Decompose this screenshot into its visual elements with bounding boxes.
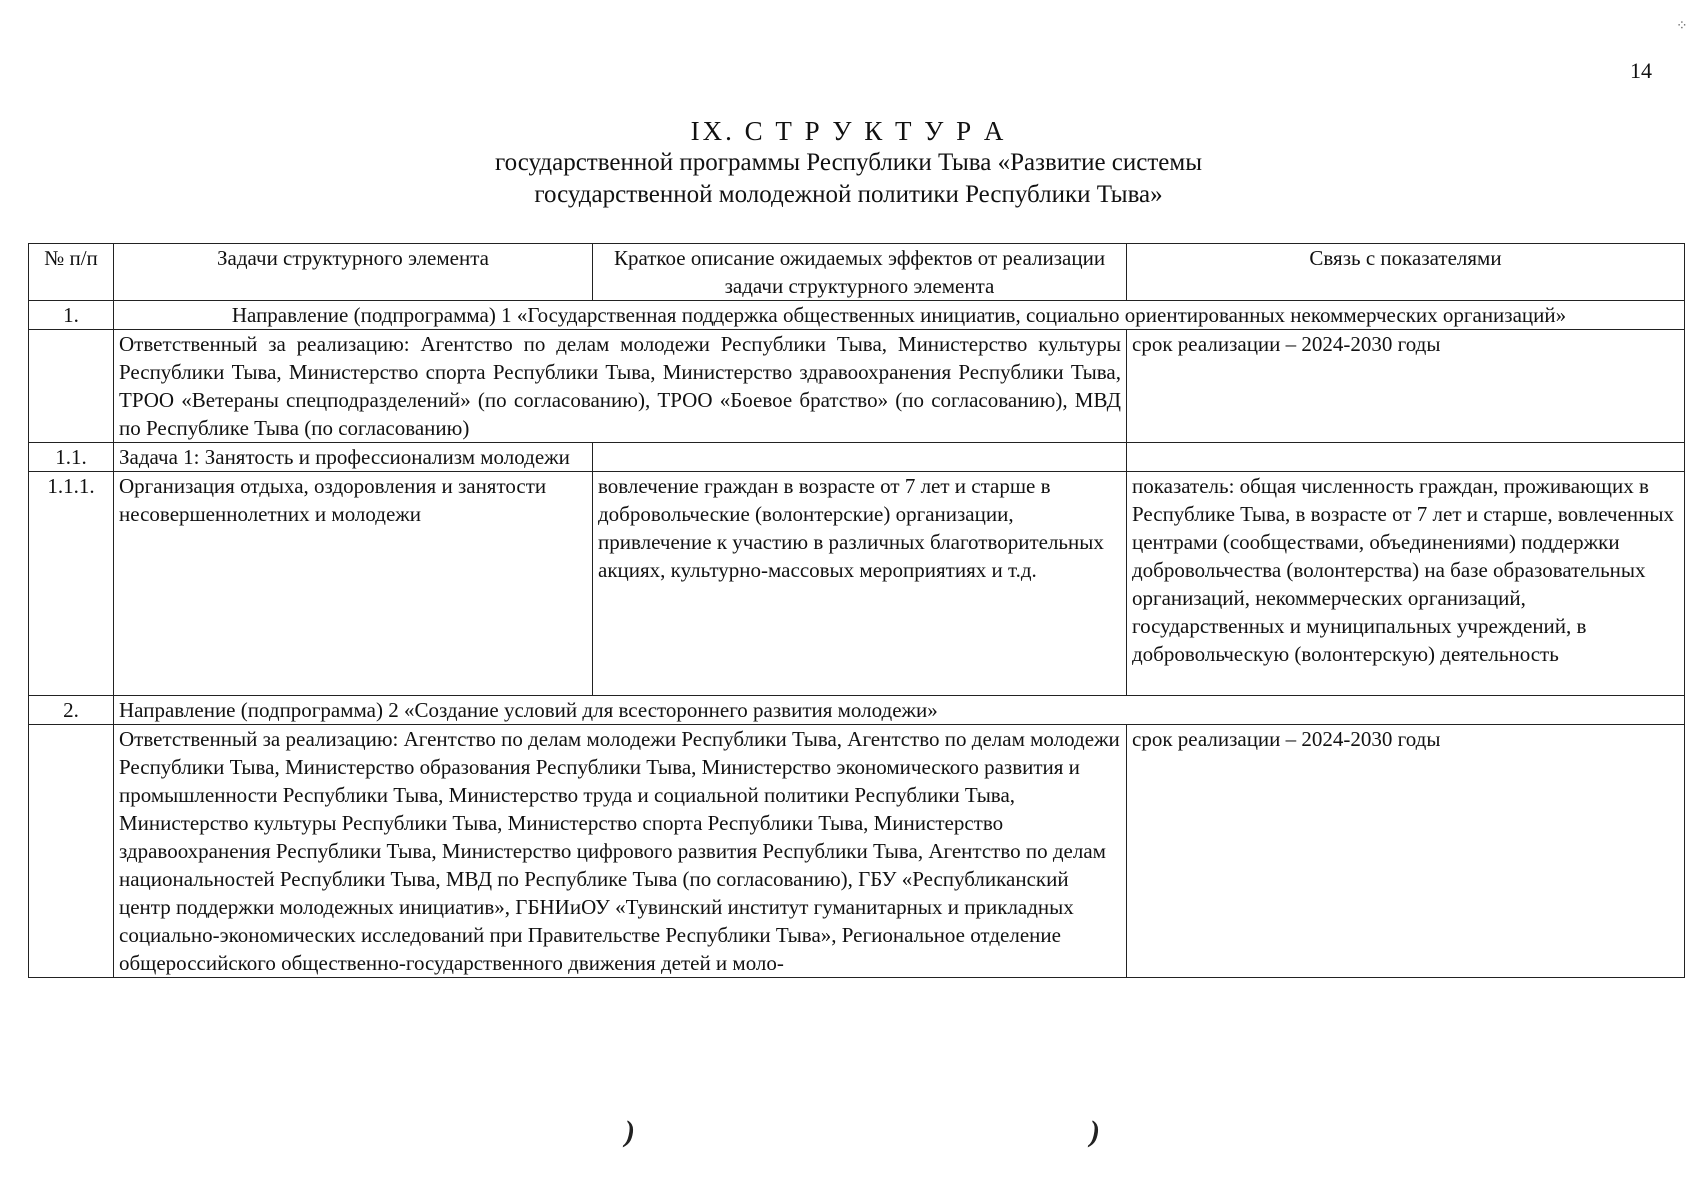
effect-empty (593, 443, 1127, 472)
task-text: Организация отдыха, оздоровления и занятости несовершеннолетних и молодежи (114, 472, 593, 696)
responsible-text: Ответственный за реализацию: Агентство по делам молодежи Республики Тыва, Министерство культуры Республики Тыва, Министерство спорта Республики Тыва, Министерство здравоохранения Республики Тыва, ТРОО «Ветераны спецподразделений» (по согласованию), ТРОО «Боевое братство» (по согласованию), МВД по Республике Тыва (по согласованию) (114, 330, 1127, 443)
page-number: 14 (1630, 58, 1652, 83)
responsible-text: Ответственный за реализацию: Агентство по делам молодежи Республики Тыва, Агентство по делам молодежи Республики Тыва, Министерство образования Республики Тыва, Министерство экономического развития и промышленности Республики Тыва, Министерство труда и социальной политики Республики Тыва, Министерство культуры Республики Тыва, Министерство спорта Республики Тыва, Министерство здравоохранения Республики Тыва, Министерство цифрового развития Республики Тыва, Агентство по делам национальностей Республики Тыва, МВД по Республике Тыва (по согласованию), ГБУ «Республиканский центр поддержки молодежных инициатив», ГБНИиОУ «Тувинский институт гуманитарных и прикладных социально-экономических исследований при Правительстве Республики Тыва», Региональное отделение общероссийского общественно-государственного движения детей и моло- (114, 725, 1127, 978)
scan-mark-right: ) (1090, 1115, 1100, 1148)
term-text: срок реализации – 2024-2030 годы (1127, 330, 1685, 443)
scan-mark-left: ) (625, 1115, 635, 1148)
title-line-1: IX. С Т Р У К Т У Р А (690, 116, 1007, 146)
indicator-empty (1127, 443, 1685, 472)
row-num: 1.1. (29, 443, 114, 472)
table-header-row (29, 244, 1685, 301)
table-row-direction-1 (29, 301, 1685, 330)
header-num: № п/п (29, 244, 114, 301)
scan-corner-mark: ⁘ (1676, 19, 1688, 34)
row-num: 1.1.1. (29, 472, 114, 696)
row-num: 1. (29, 301, 114, 330)
structure-table (28, 243, 1685, 978)
title-line-2: государственной программы Республики Тыва «Развитие системы (494, 149, 1203, 176)
table-row-responsible-2 (29, 725, 1685, 978)
header-effects: Краткое описание ожидаемых эффектов от реализации задачи структурного элемента (593, 244, 1127, 301)
title-line-3: государственной молодежной политики Республики Тыва» (534, 181, 1163, 208)
header-task: Задачи структурного элемента (114, 244, 593, 301)
table-row-direction-2 (29, 696, 1685, 725)
effect-text: вовлечение граждан в возрасте от 7 лет и старше в добровольческие (волонтерские) организации, привлечение к участию в различных благотворительных акциях, культурно-массовых мероприятиях и т.д. (593, 472, 1127, 696)
table-row-item-1-1-1 (29, 472, 1685, 696)
row-num-empty (29, 330, 114, 443)
task-text: Задача 1: Занятость и профессионализм молодежи (114, 443, 593, 472)
document-title (0, 115, 1697, 211)
table-row-responsible-1 (29, 330, 1685, 443)
row-num-empty (29, 725, 114, 978)
term-text: срок реализации – 2024-2030 годы (1127, 725, 1685, 978)
direction-title: Направление (подпрограмма) 2 «Создание условий для всестороннего развития молодежи» (114, 696, 1685, 725)
indicator-text: показатель: общая численность граждан, проживающих в Республике Тыва, в возрасте от 7 лет и старше, вовлеченных центрами (сообществами, объединениями) поддержки добровольчества (волонтерства) на базе образовательных организаций, некоммерческих организаций, государственных и муниципальных учреждений, в добровольческую (волонтерскую) деятельность (1127, 472, 1685, 696)
row-num: 2. (29, 696, 114, 725)
table-row-task-1-1 (29, 443, 1685, 472)
direction-title: Направление (подпрограмма) 1 «Государственная поддержка общественных инициатив, социально ориентированных некоммерческих организаций» (114, 301, 1685, 330)
header-indicators: Связь с показателями (1127, 244, 1685, 301)
